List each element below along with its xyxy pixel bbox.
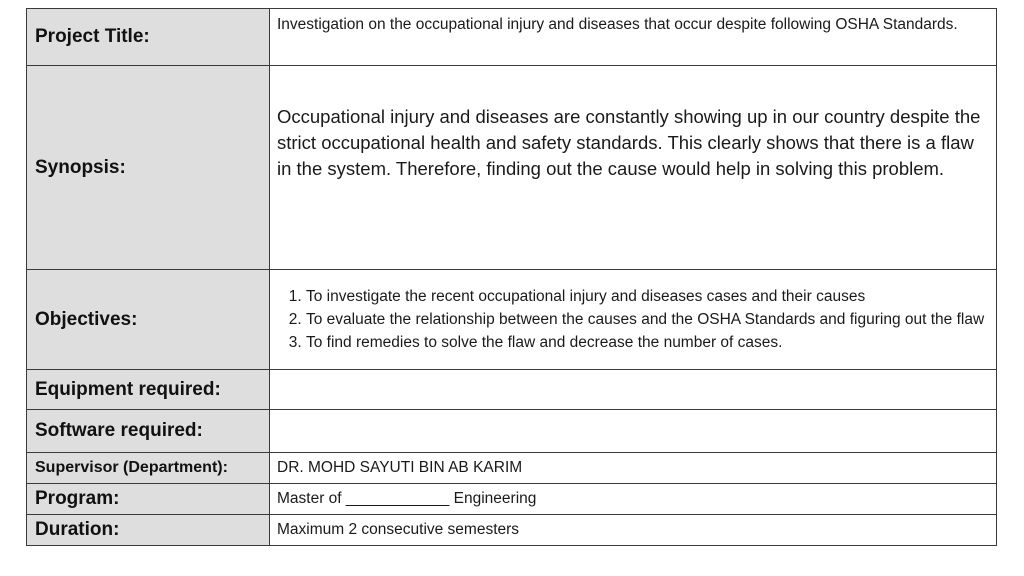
software-value (270, 410, 997, 453)
equipment-label: Equipment required: (27, 370, 270, 410)
row-equipment (27, 370, 997, 410)
row-project-title (27, 9, 997, 66)
row-software (27, 410, 997, 453)
objective-item-3: 3. To find remedies to solve the flaw and decrease the number of cases. (306, 331, 988, 354)
objective-item-2: 2. To evaluate the relationship between the causes and the OSHA Standards and figuring out the flaw (306, 308, 988, 331)
supervisor-label: Supervisor (Department): (27, 453, 270, 484)
row-duration (27, 515, 997, 546)
duration-value: Maximum 2 consecutive semesters (270, 515, 997, 546)
objectives-label: Objectives: (27, 270, 270, 370)
synopsis-label: Synopsis: (27, 66, 270, 270)
project-title-label: Project Title: (27, 9, 270, 66)
supervisor-value: DR. MOHD SAYUTI BIN AB KARIM (270, 453, 997, 484)
program-value: Master of ____________ Engineering (270, 484, 997, 515)
row-supervisor (27, 453, 997, 484)
objective-item-1: 1. To investigate the recent occupational injury and diseases cases and their causes (306, 285, 988, 308)
synopsis-cell (270, 66, 997, 270)
software-label: Software required: (27, 410, 270, 453)
objectives-cell (270, 270, 997, 370)
row-synopsis (27, 66, 997, 270)
project-form-table (26, 8, 997, 546)
duration-label: Duration: (27, 515, 270, 546)
equipment-value (270, 370, 997, 410)
project-title-value: Investigation on the occupational injury and diseases that occur despite following OSHA Standards. (277, 16, 958, 33)
row-program (27, 484, 997, 515)
project-title-cell (270, 9, 997, 66)
synopsis-value: Occupational injury and diseases are constantly showing up in our country despite the strict occupational health and safety standards. This clearly shows that there is a flaw in the system. Therefore, finding out the cause would help in solving this problem. (277, 105, 981, 179)
objectives-list (277, 285, 988, 354)
program-label: Program: (27, 484, 270, 515)
row-objectives (27, 270, 997, 370)
